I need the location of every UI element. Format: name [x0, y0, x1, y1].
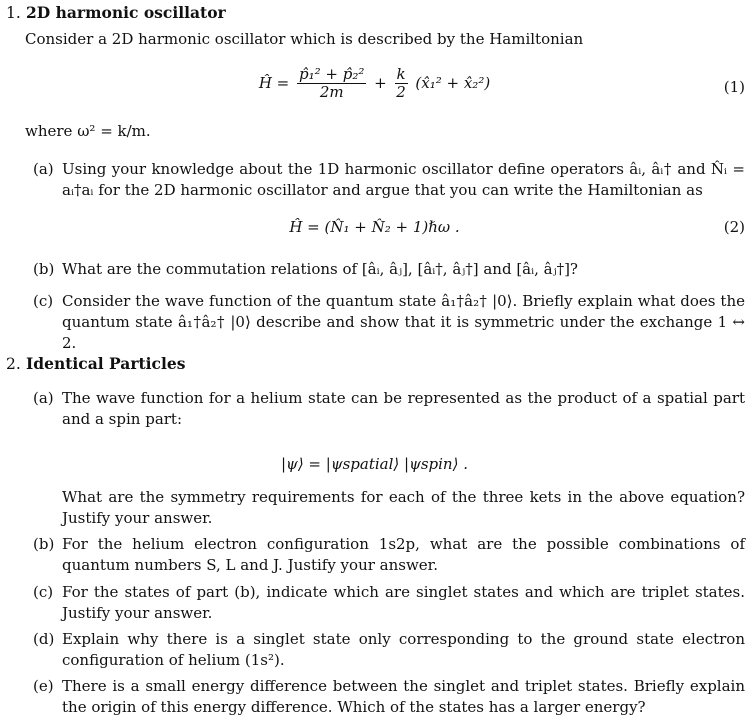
item-2a: [25, 388, 745, 430]
item-1c-text: Consider the wave function of the quantum state â₁†â₂† |0⟩. Briefly explain what does the quantum state â₁†â₂† |0⟩ describe and show that it is symmetric under the exchange 1 ↔ 2.: [62, 292, 745, 352]
eq1-rest: (x̂₁² + x̂₂²): [415, 73, 491, 92]
eq1-frac2-denominator: 2: [396, 83, 406, 102]
equation-2-number: (2): [723, 218, 745, 236]
item-1a-text: Using your knowledge about the 1D harmonic oscillator define operators âᵢ, âᵢ† and N̂ᵢ = aᵢ†aᵢ for the 2D harmonic oscillator and argue that you can write the Hamiltonian as: [62, 160, 745, 199]
equation-1-number: (1): [723, 78, 745, 96]
item-2c-label: (c): [33, 583, 54, 601]
item-1c: [25, 291, 745, 354]
equation-2: Ĥ = (N̂₁ + N̂₂ + 1)ℏω .: [289, 218, 460, 236]
section-2-title: Identical Particles: [26, 354, 186, 373]
item-1c-label: (c): [33, 292, 54, 310]
item-2b-label: (b): [33, 535, 55, 553]
eq1-frac1-denominator: 2m: [319, 83, 344, 102]
item-1b-text: What are the commutation relations of [âᵢ, âⱼ], [âᵢ†, âⱼ†] and [âᵢ, âⱼ†]?: [62, 260, 578, 278]
eq1-frac2-numerator: k: [396, 65, 406, 83]
item-2c-text: For the states of part (b), indicate which are singlet states and which are triplet states. Justify your answer.: [62, 583, 745, 622]
item-2d: [25, 629, 745, 671]
item-2a-followup-text: What are the symmetry requirements for each of the three kets in the above equation? Justify your answer.: [62, 488, 745, 527]
item-2e-label: (e): [33, 677, 54, 695]
section-1-number: 1.: [6, 4, 21, 22]
item-1b-label: (b): [33, 260, 55, 278]
item-2b: [25, 534, 745, 576]
section-1-where: where ω² = k/m.: [25, 122, 151, 140]
item-2e: [25, 676, 745, 718]
equation-3: |ψ⟩ = |ψspatial⟩ |ψspin⟩ .: [281, 455, 468, 473]
item-1a: [25, 159, 745, 201]
section-2-number: 2.: [6, 355, 21, 373]
equation-1: [0, 66, 749, 102]
item-2a-text: The wave function for a helium state can be represented as the product of a spatial part and a spin part:: [62, 389, 745, 428]
eq1-fraction-k: [395, 66, 408, 102]
section-1-intro: Consider a 2D harmonic oscillator which is described by the Hamiltonian: [25, 30, 584, 48]
item-2b-text: For the helium electron configuration 1s2p, what are the possible combinations of quantum numbers S, L and J. Justify your answer.: [62, 535, 745, 574]
item-1a-label: (a): [33, 160, 54, 178]
item-2e-text: There is a small energy difference between the singlet and triplet states. Briefly explain the origin of this energy difference. Which of the states has a larger energy?: [62, 677, 745, 716]
section-2-heading: [6, 353, 185, 376]
eq1-frac1-numerator: p̂₁² + p̂₂²: [299, 65, 365, 83]
item-2c: [25, 582, 745, 624]
item-2d-text: Explain why there is a singlet state only corresponding to the ground state electron configuration of helium (1s²).: [62, 630, 745, 669]
section-1-heading: [6, 2, 226, 25]
eq1-lhs: Ĥ =: [258, 73, 290, 92]
eq1-fraction-momentum: [297, 66, 366, 102]
item-2a-label: (a): [33, 389, 54, 407]
item-1b: [25, 259, 745, 280]
item-2a-followup: [25, 487, 745, 529]
eq1-plus: +: [374, 73, 387, 92]
section-1-title: 2D harmonic oscillator: [26, 3, 226, 22]
item-2d-label: (d): [33, 630, 55, 648]
